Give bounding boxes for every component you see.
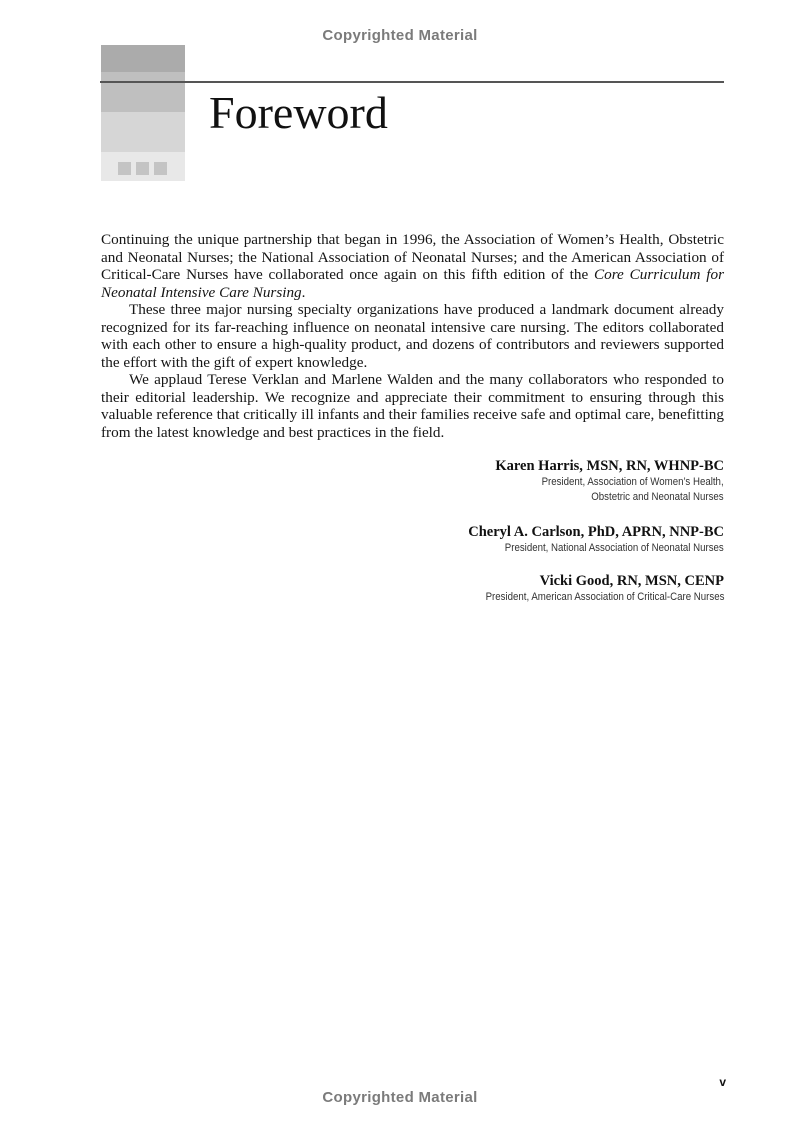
decoration-band [101,45,185,72]
decoration-band [101,112,185,152]
book-title-italic: Core Curriculum for Neonatal Intensive Care Nursing [101,266,724,301]
signatory-name: Karen Harris, MSN, RN, WHNP-BC [495,458,724,474]
copyright-watermark-top: Copyrighted Material [322,27,478,44]
header-rule [100,81,724,83]
signatory-role: Obstetric and Neonatal Nurses [591,491,724,503]
signatory-role: President, National Association of Neonatal Nurses [505,542,724,554]
decoration-square [118,162,131,175]
page-number: v [719,1075,726,1089]
signature-block [495,458,724,505]
copyright-watermark-bottom: Copyrighted Material [322,1089,478,1106]
paragraph-1 [101,231,724,301]
paragraph-1-end: . [301,283,306,301]
foreword-body [101,231,724,441]
signatory-name: Vicki Good, RN, MSN, CENP [539,573,724,589]
page-title: Foreword [209,87,388,138]
signatory-name: Cheryl A. Carlson, PhD, APRN, NNP-BC [468,524,724,540]
paragraph-1-text: Continuing the unique partnership that began in 1996, the Association of Women’s Health, Obstetric and Neonatal Nurses; the National Association of Neonatal Nurses; and the American Association of Critical-Care Nurses have collaborated once again on this fifth edition of the [101,231,724,283]
decoration-square [136,162,149,175]
signatory-role: President, Association of Women’s Health, [541,476,724,488]
signatory-role: President, American Association of Critical-Care Nurses [485,591,724,603]
decoration-square [154,162,167,175]
signature-block [453,573,724,605]
paragraph-2: These three major nursing specialty organizations have produced a landmark document already recognized for its far-reaching influence on neonatal intensive care nursing. The editors collaborated with each other to ensure a high-quality product, and dozens of contributors and reviewers supported the effort with the gift of expert knowledge. [101,301,724,371]
decoration-band [101,72,185,112]
chapter-decoration-block [101,45,185,181]
paragraph-3: We applaud Terese Verklan and Marlene Walden and the many collaborators who responded to their editorial leadership. We recognize and appreciate their commitment to ensuring through this valuable reference that critically ill infants and their families receive safe and optimal care, benefitting from the latest knowledge and best practices in the field. [101,371,724,441]
signature-block [468,524,724,556]
